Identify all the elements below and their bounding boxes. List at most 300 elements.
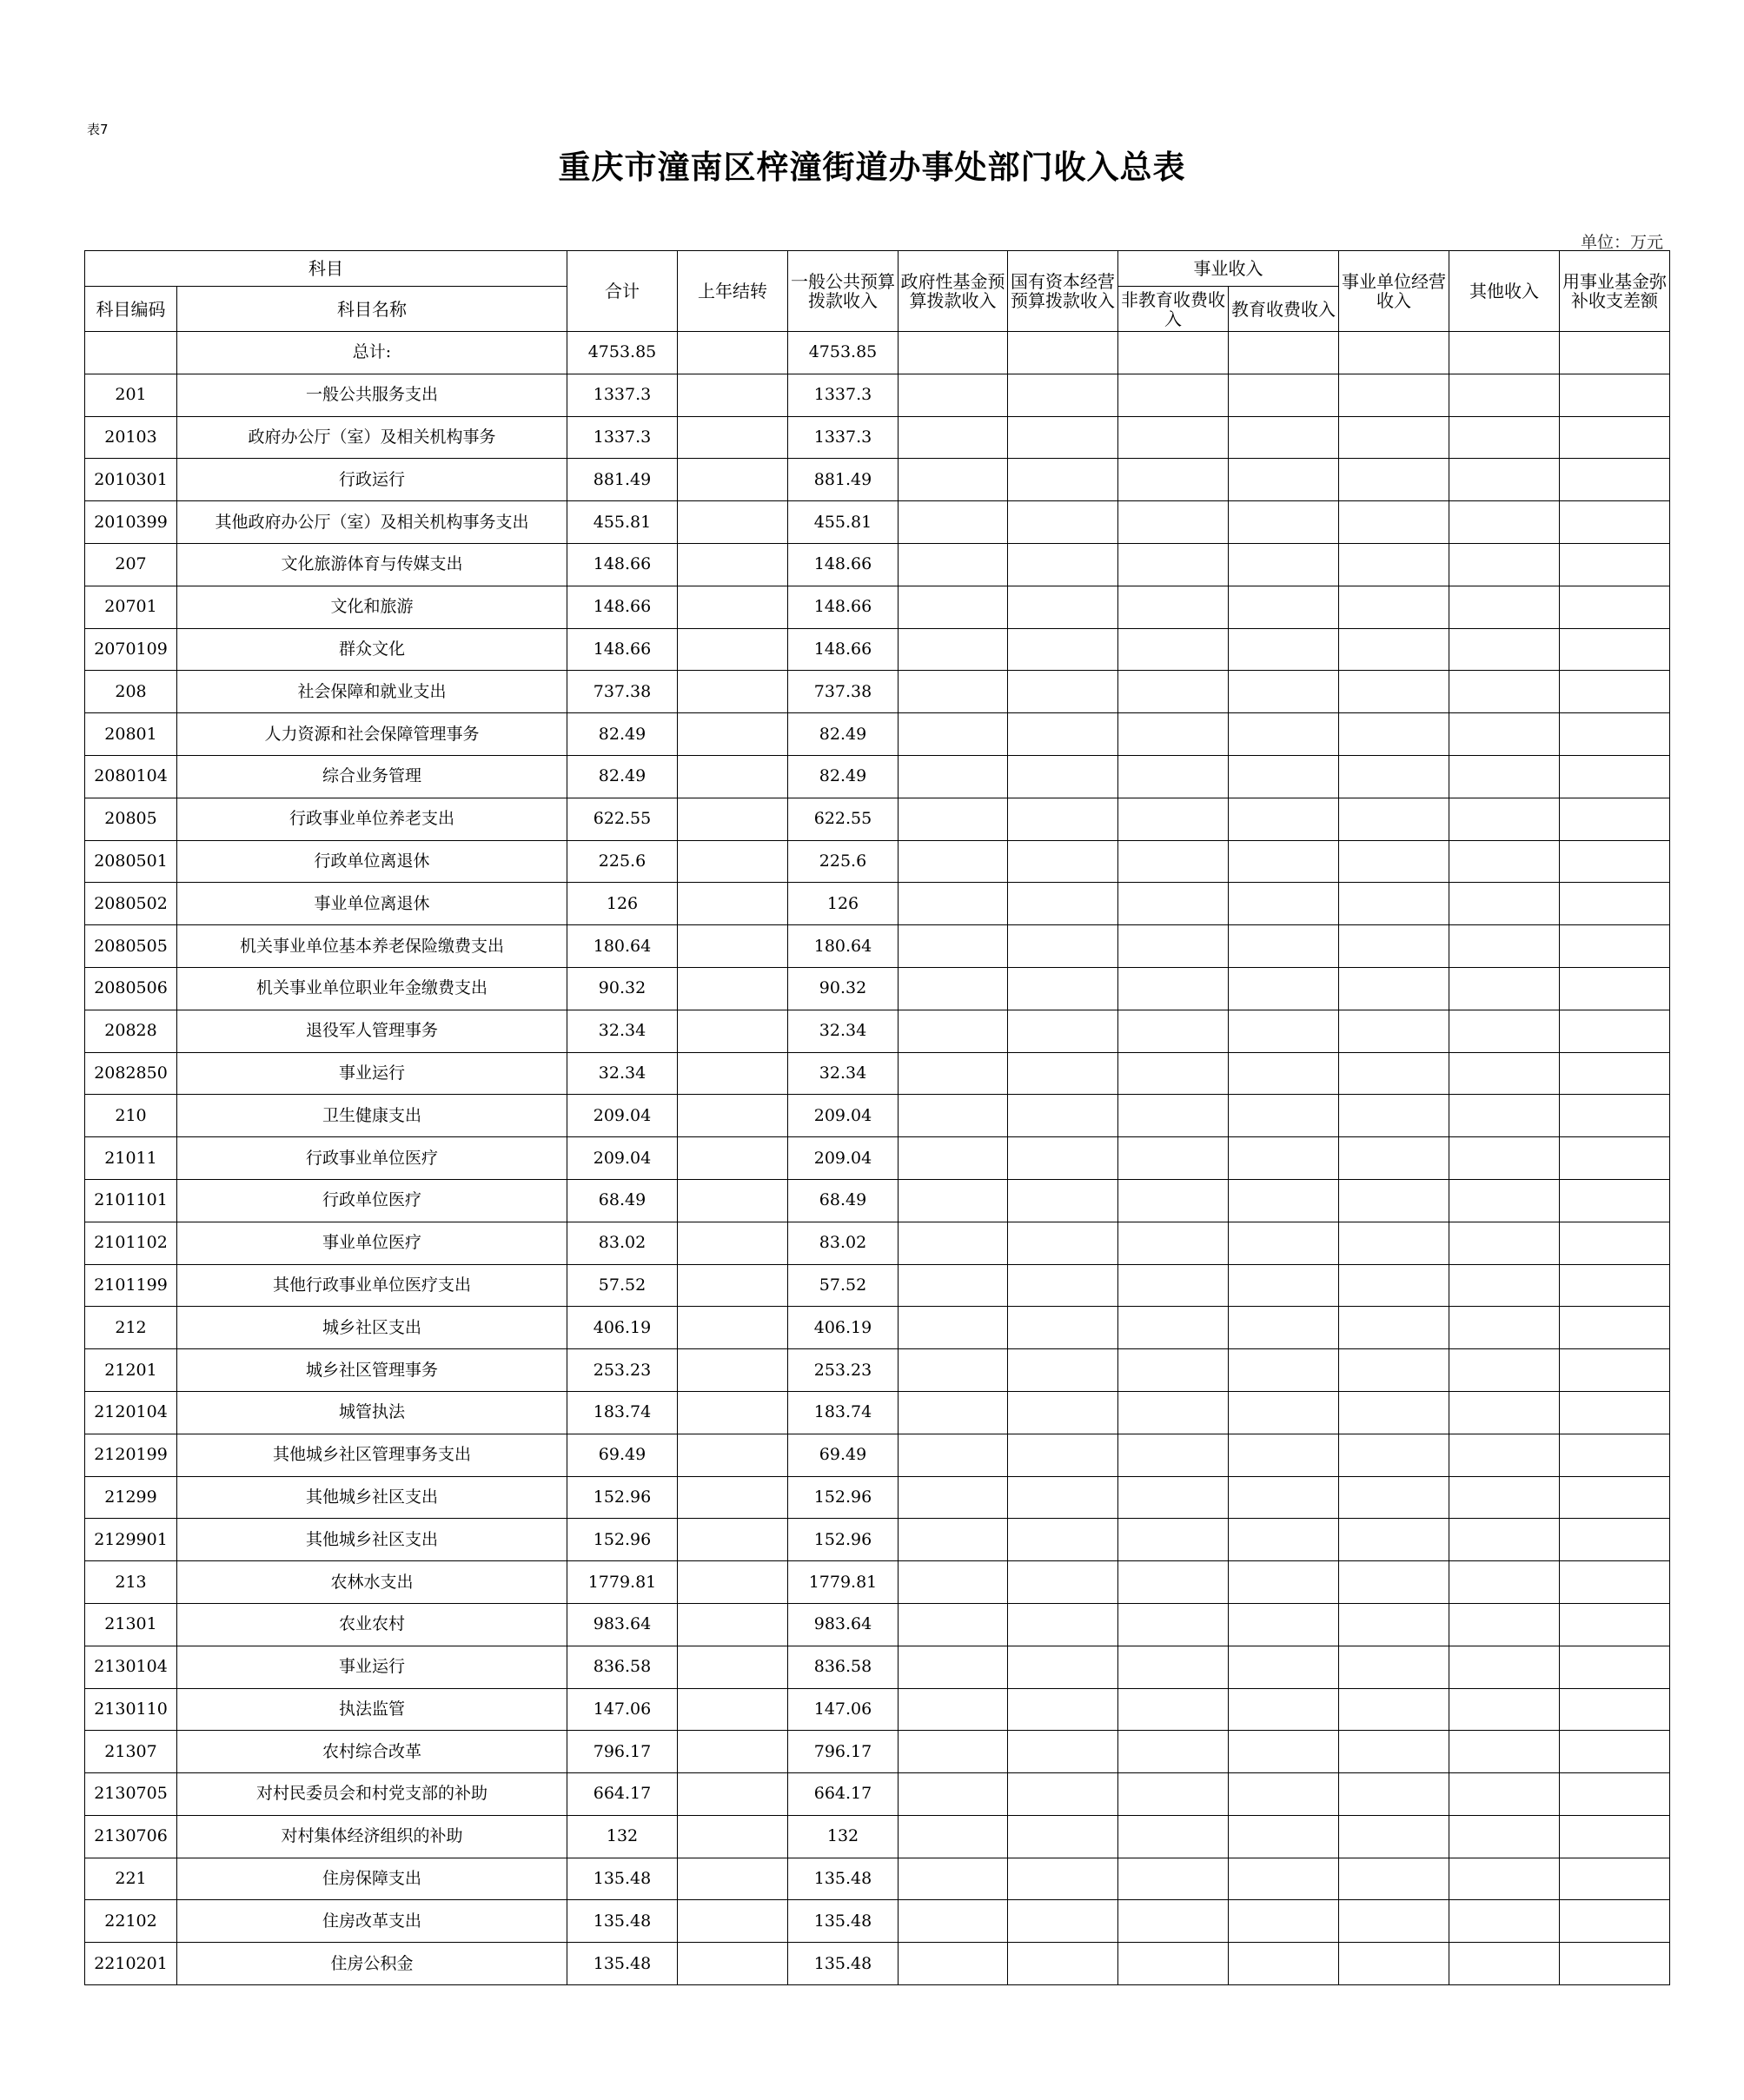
cell-state-capital: [1008, 1646, 1118, 1688]
cell-operating-income: [1339, 1603, 1449, 1646]
cell-total: 132: [567, 1815, 678, 1858]
cell-general-budget: 147.06: [788, 1688, 899, 1731]
cell-gov-fund: [899, 1561, 1008, 1604]
cell-state-capital: [1008, 1307, 1118, 1349]
cell-carryover: [678, 1900, 788, 1943]
cell-edu-fee: [1229, 501, 1339, 544]
cell-state-capital: [1008, 1179, 1118, 1222]
cell-fund-offset: [1560, 1391, 1670, 1434]
cell-edu-fee: [1229, 1391, 1339, 1434]
cell-gov-fund: [899, 1476, 1008, 1519]
cell-carryover: [678, 1519, 788, 1561]
cell-other-income: [1449, 1561, 1560, 1604]
cell-edu-fee: [1229, 1900, 1339, 1943]
table-row: [85, 1264, 1670, 1307]
table-row: [85, 543, 1670, 586]
cell-operating-income: [1339, 1476, 1449, 1519]
cell-general-budget: 68.49: [788, 1179, 899, 1222]
cell-non-edu-fee: [1118, 1476, 1229, 1519]
cell-gov-fund: [899, 1646, 1008, 1688]
cell-carryover: [678, 1858, 788, 1900]
cell-gov-fund: [899, 1773, 1008, 1816]
cell-operating-income: [1339, 501, 1449, 544]
cell-gov-fund: [899, 1137, 1008, 1180]
cell-edu-fee: [1229, 1349, 1339, 1392]
cell-other-income: [1449, 967, 1560, 1010]
cell-edu-fee: [1229, 1519, 1339, 1561]
cell-general-budget: 82.49: [788, 713, 899, 756]
cell-total: 253.23: [567, 1349, 678, 1392]
cell-state-capital: [1008, 1519, 1118, 1561]
cell-fund-offset: [1560, 1900, 1670, 1943]
cell-carryover: [678, 374, 788, 416]
table-row: [85, 925, 1670, 968]
cell-state-capital: [1008, 1561, 1118, 1604]
cell-subject-name: 其他政府办公厅（室）及相关机构事务支出: [177, 501, 567, 544]
cell-non-edu-fee: [1118, 840, 1229, 883]
cell-non-edu-fee: [1118, 1688, 1229, 1731]
table-row: [85, 1391, 1670, 1434]
cell-general-budget: 796.17: [788, 1731, 899, 1773]
cell-carryover: [678, 543, 788, 586]
table-row: [85, 1688, 1670, 1731]
cell-fund-offset: [1560, 671, 1670, 713]
cell-edu-fee: [1229, 1434, 1339, 1476]
header-carryover: 上年结转: [678, 251, 788, 332]
cell-edu-fee: [1229, 1943, 1339, 1985]
table-row: [85, 1307, 1670, 1349]
cell-non-edu-fee: [1118, 1010, 1229, 1052]
cell-general-budget: 126: [788, 883, 899, 925]
cell-total: 69.49: [567, 1434, 678, 1476]
cell-fund-offset: [1560, 1476, 1670, 1519]
cell-other-income: [1449, 1603, 1560, 1646]
cell-subject-name: 住房保障支出: [177, 1858, 567, 1900]
cell-subject-code: 2130706: [85, 1815, 177, 1858]
cell-subject-code: 2082850: [85, 1052, 177, 1095]
cell-other-income: [1449, 840, 1560, 883]
cell-total: 82.49: [567, 755, 678, 798]
cell-gov-fund: [899, 459, 1008, 501]
cell-general-budget: 148.66: [788, 628, 899, 671]
cell-non-edu-fee: [1118, 1731, 1229, 1773]
cell-operating-income: [1339, 543, 1449, 586]
cell-other-income: [1449, 332, 1560, 374]
header-non-edu-fee: 非教育收费收入: [1118, 287, 1229, 332]
cell-fund-offset: [1560, 1052, 1670, 1095]
header-gov-fund: 政府性基金预算拨款收入: [899, 251, 1008, 332]
cell-edu-fee: [1229, 543, 1339, 586]
cell-fund-offset: [1560, 628, 1670, 671]
table-row: [85, 416, 1670, 459]
cell-total: 796.17: [567, 1731, 678, 1773]
cell-total: 225.6: [567, 840, 678, 883]
cell-state-capital: [1008, 1052, 1118, 1095]
cell-subject-name: 其他城乡社区支出: [177, 1519, 567, 1561]
header-general-budget: 一般公共预算拨款收入: [788, 251, 899, 332]
cell-subject-name: 综合业务管理: [177, 755, 567, 798]
cell-fund-offset: [1560, 883, 1670, 925]
cell-edu-fee: [1229, 1264, 1339, 1307]
cell-general-budget: 209.04: [788, 1137, 899, 1180]
cell-carryover: [678, 967, 788, 1010]
cell-operating-income: [1339, 416, 1449, 459]
cell-gov-fund: [899, 1179, 1008, 1222]
cell-operating-income: [1339, 374, 1449, 416]
cell-gov-fund: [899, 1391, 1008, 1434]
cell-general-budget: 183.74: [788, 1391, 899, 1434]
cell-carryover: [678, 1222, 788, 1264]
cell-carryover: [678, 798, 788, 840]
cell-non-edu-fee: [1118, 1858, 1229, 1900]
cell-state-capital: [1008, 543, 1118, 586]
table-row: [85, 1179, 1670, 1222]
cell-non-edu-fee: [1118, 1179, 1229, 1222]
cell-subject-code: 210: [85, 1095, 177, 1137]
cell-gov-fund: [899, 671, 1008, 713]
cell-subject-code: 2129901: [85, 1519, 177, 1561]
cell-other-income: [1449, 1646, 1560, 1688]
cell-fund-offset: [1560, 543, 1670, 586]
cell-non-edu-fee: [1118, 798, 1229, 840]
header-other-income: 其他收入: [1449, 251, 1560, 332]
cell-subject-code: 20701: [85, 586, 177, 628]
cell-other-income: [1449, 1731, 1560, 1773]
cell-edu-fee: [1229, 374, 1339, 416]
cell-total: 664.17: [567, 1773, 678, 1816]
table-row: [85, 1095, 1670, 1137]
header-fund-offset: 用事业基金弥补收支差额: [1560, 251, 1670, 332]
cell-gov-fund: [899, 1688, 1008, 1731]
cell-total: 180.64: [567, 925, 678, 968]
cell-operating-income: [1339, 798, 1449, 840]
cell-general-budget: 69.49: [788, 1434, 899, 1476]
cell-total: 148.66: [567, 628, 678, 671]
cell-fund-offset: [1560, 1731, 1670, 1773]
cell-subject-name: 事业运行: [177, 1646, 567, 1688]
cell-state-capital: [1008, 374, 1118, 416]
cell-operating-income: [1339, 925, 1449, 968]
cell-general-budget: 1337.3: [788, 374, 899, 416]
cell-state-capital: [1008, 1815, 1118, 1858]
cell-subject-code: 21307: [85, 1731, 177, 1773]
cell-edu-fee: [1229, 755, 1339, 798]
table-row: [85, 501, 1670, 544]
cell-edu-fee: [1229, 1222, 1339, 1264]
table-label: 表7: [87, 122, 109, 137]
cell-subject-code: 2120104: [85, 1391, 177, 1434]
cell-general-budget: 225.6: [788, 840, 899, 883]
cell-fund-offset: [1560, 459, 1670, 501]
cell-subject-code: 2210201: [85, 1943, 177, 1985]
table-row: [85, 883, 1670, 925]
cell-non-edu-fee: [1118, 1773, 1229, 1816]
cell-subject-code: 2080506: [85, 967, 177, 1010]
cell-edu-fee: [1229, 332, 1339, 374]
cell-operating-income: [1339, 1943, 1449, 1985]
cell-general-budget: 148.66: [788, 543, 899, 586]
cell-operating-income: [1339, 1307, 1449, 1349]
cell-edu-fee: [1229, 671, 1339, 713]
cell-general-budget: 135.48: [788, 1943, 899, 1985]
cell-general-budget: 135.48: [788, 1900, 899, 1943]
header-edu-fee: 教育收费收入: [1229, 287, 1339, 332]
cell-operating-income: [1339, 1095, 1449, 1137]
cell-subject-code: 2101102: [85, 1222, 177, 1264]
cell-state-capital: [1008, 586, 1118, 628]
cell-state-capital: [1008, 1858, 1118, 1900]
cell-subject-name: 对村集体经济组织的补助: [177, 1815, 567, 1858]
cell-edu-fee: [1229, 883, 1339, 925]
cell-carryover: [678, 459, 788, 501]
cell-fund-offset: [1560, 713, 1670, 756]
cell-non-edu-fee: [1118, 1307, 1229, 1349]
cell-fund-offset: [1560, 1179, 1670, 1222]
table-row: [85, 1603, 1670, 1646]
cell-other-income: [1449, 1943, 1560, 1985]
cell-total: 126: [567, 883, 678, 925]
cell-state-capital: [1008, 501, 1118, 544]
cell-state-capital: [1008, 883, 1118, 925]
table-row: [85, 671, 1670, 713]
cell-non-edu-fee: [1118, 628, 1229, 671]
cell-gov-fund: [899, 1943, 1008, 1985]
cell-subject-name: 农林水支出: [177, 1561, 567, 1604]
cell-edu-fee: [1229, 1773, 1339, 1816]
cell-subject-name: 社会保障和就业支出: [177, 671, 567, 713]
cell-general-budget: 253.23: [788, 1349, 899, 1392]
cell-non-edu-fee: [1118, 1434, 1229, 1476]
cell-other-income: [1449, 1307, 1560, 1349]
cell-carryover: [678, 883, 788, 925]
cell-total: 135.48: [567, 1900, 678, 1943]
cell-general-budget: 881.49: [788, 459, 899, 501]
cell-general-budget: 83.02: [788, 1222, 899, 1264]
cell-general-budget: 1779.81: [788, 1561, 899, 1604]
cell-non-edu-fee: [1118, 1137, 1229, 1180]
table-row: [85, 374, 1670, 416]
cell-non-edu-fee: [1118, 1052, 1229, 1095]
cell-non-edu-fee: [1118, 416, 1229, 459]
cell-subject-name: 事业单位离退休: [177, 883, 567, 925]
cell-operating-income: [1339, 755, 1449, 798]
cell-state-capital: [1008, 416, 1118, 459]
table-row: [85, 1349, 1670, 1392]
cell-general-budget: 664.17: [788, 1773, 899, 1816]
cell-subject-name: 农业农村: [177, 1603, 567, 1646]
cell-general-budget: 32.34: [788, 1052, 899, 1095]
cell-operating-income: [1339, 1561, 1449, 1604]
cell-other-income: [1449, 1858, 1560, 1900]
header-operating-income: 事业单位经营收入: [1339, 251, 1449, 332]
cell-edu-fee: [1229, 925, 1339, 968]
cell-total: 209.04: [567, 1137, 678, 1180]
cell-other-income: [1449, 1264, 1560, 1307]
cell-carryover: [678, 1603, 788, 1646]
cell-subject-name: 行政运行: [177, 459, 567, 501]
cell-carryover: [678, 1773, 788, 1816]
cell-fund-offset: [1560, 332, 1670, 374]
cell-gov-fund: [899, 1010, 1008, 1052]
cell-subject-code: 2010301: [85, 459, 177, 501]
cell-subject-name: 一般公共服务支出: [177, 374, 567, 416]
cell-total: 32.34: [567, 1052, 678, 1095]
cell-other-income: [1449, 671, 1560, 713]
cell-subject-name: 文化旅游体育与传媒支出: [177, 543, 567, 586]
cell-other-income: [1449, 1688, 1560, 1731]
cell-state-capital: [1008, 1688, 1118, 1731]
cell-state-capital: [1008, 1434, 1118, 1476]
cell-gov-fund: [899, 1052, 1008, 1095]
cell-general-budget: 406.19: [788, 1307, 899, 1349]
cell-carryover: [678, 1391, 788, 1434]
table-row: [85, 1010, 1670, 1052]
cell-other-income: [1449, 1222, 1560, 1264]
cell-subject-code: 2080501: [85, 840, 177, 883]
cell-subject-code: 2130104: [85, 1646, 177, 1688]
cell-operating-income: [1339, 1010, 1449, 1052]
cell-state-capital: [1008, 925, 1118, 968]
cell-subject-name: 行政事业单位养老支出: [177, 798, 567, 840]
cell-operating-income: [1339, 1646, 1449, 1688]
cell-edu-fee: [1229, 1052, 1339, 1095]
cell-total: 135.48: [567, 1858, 678, 1900]
cell-non-edu-fee: [1118, 543, 1229, 586]
cell-state-capital: [1008, 1095, 1118, 1137]
table-row: [85, 798, 1670, 840]
cell-carryover: [678, 1815, 788, 1858]
cell-gov-fund: [899, 416, 1008, 459]
cell-gov-fund: [899, 501, 1008, 544]
cell-other-income: [1449, 1349, 1560, 1392]
cell-non-edu-fee: [1118, 1815, 1229, 1858]
cell-carryover: [678, 1476, 788, 1519]
cell-gov-fund: [899, 967, 1008, 1010]
cell-operating-income: [1339, 1264, 1449, 1307]
cell-operating-income: [1339, 1052, 1449, 1095]
cell-fund-offset: [1560, 1222, 1670, 1264]
cell-total: 148.66: [567, 543, 678, 586]
cell-other-income: [1449, 1179, 1560, 1222]
cell-gov-fund: [899, 1264, 1008, 1307]
cell-fund-offset: [1560, 1307, 1670, 1349]
cell-edu-fee: [1229, 1095, 1339, 1137]
cell-general-budget: 4753.85: [788, 332, 899, 374]
cell-state-capital: [1008, 459, 1118, 501]
cell-fund-offset: [1560, 1646, 1670, 1688]
cell-total: 836.58: [567, 1646, 678, 1688]
cell-subject-code: [85, 332, 177, 374]
cell-fund-offset: [1560, 1434, 1670, 1476]
cell-edu-fee: [1229, 459, 1339, 501]
page-title: 重庆市潼南区梓潼街道办事处部门收入总表: [558, 149, 1186, 186]
cell-total: 152.96: [567, 1519, 678, 1561]
cell-carryover: [678, 1052, 788, 1095]
cell-subject-code: 2130705: [85, 1773, 177, 1816]
table-row: [85, 840, 1670, 883]
cell-gov-fund: [899, 1349, 1008, 1392]
cell-other-income: [1449, 1815, 1560, 1858]
cell-operating-income: [1339, 459, 1449, 501]
cell-non-edu-fee: [1118, 755, 1229, 798]
cell-total: 152.96: [567, 1476, 678, 1519]
header-business-income: 事业收入: [1118, 251, 1339, 287]
cell-other-income: [1449, 1052, 1560, 1095]
cell-carryover: [678, 1943, 788, 1985]
cell-subject-name: 人力资源和社会保障管理事务: [177, 713, 567, 756]
table-row: [85, 1519, 1670, 1561]
cell-state-capital: [1008, 1222, 1118, 1264]
header-subject-code: 科目编码: [85, 287, 177, 332]
cell-gov-fund: [899, 543, 1008, 586]
cell-fund-offset: [1560, 1561, 1670, 1604]
cell-operating-income: [1339, 586, 1449, 628]
cell-subject-name: 农村综合改革: [177, 1731, 567, 1773]
cell-subject-code: 2080104: [85, 755, 177, 798]
cell-gov-fund: [899, 1095, 1008, 1137]
cell-subject-code: 21011: [85, 1137, 177, 1180]
cell-subject-code: 207: [85, 543, 177, 586]
cell-subject-name: 行政事业单位医疗: [177, 1137, 567, 1180]
cell-carryover: [678, 1137, 788, 1180]
cell-carryover: [678, 1646, 788, 1688]
cell-state-capital: [1008, 755, 1118, 798]
cell-fund-offset: [1560, 586, 1670, 628]
cell-operating-income: [1339, 1137, 1449, 1180]
cell-operating-income: [1339, 883, 1449, 925]
cell-state-capital: [1008, 798, 1118, 840]
cell-other-income: [1449, 925, 1560, 968]
cell-gov-fund: [899, 628, 1008, 671]
cell-fund-offset: [1560, 840, 1670, 883]
table-body: [85, 332, 1670, 1985]
cell-subject-name: 城乡社区管理事务: [177, 1349, 567, 1392]
cell-edu-fee: [1229, 1179, 1339, 1222]
cell-other-income: [1449, 628, 1560, 671]
cell-operating-income: [1339, 1179, 1449, 1222]
cell-operating-income: [1339, 1731, 1449, 1773]
cell-edu-fee: [1229, 1646, 1339, 1688]
cell-fund-offset: [1560, 1773, 1670, 1816]
cell-general-budget: 152.96: [788, 1519, 899, 1561]
table-row: [85, 1052, 1670, 1095]
cell-subject-code: 20828: [85, 1010, 177, 1052]
cell-carryover: [678, 1264, 788, 1307]
cell-other-income: [1449, 416, 1560, 459]
cell-state-capital: [1008, 671, 1118, 713]
cell-total: 82.49: [567, 713, 678, 756]
cell-operating-income: [1339, 628, 1449, 671]
cell-general-budget: 622.55: [788, 798, 899, 840]
cell-edu-fee: [1229, 1815, 1339, 1858]
header-subject: 科目: [85, 251, 567, 287]
cell-operating-income: [1339, 332, 1449, 374]
table-row: [85, 332, 1670, 374]
cell-general-budget: 135.48: [788, 1858, 899, 1900]
cell-fund-offset: [1560, 374, 1670, 416]
cell-general-budget: 82.49: [788, 755, 899, 798]
cell-non-edu-fee: [1118, 1095, 1229, 1137]
cell-fund-offset: [1560, 798, 1670, 840]
cell-gov-fund: [899, 1603, 1008, 1646]
table-row: [85, 1900, 1670, 1943]
cell-other-income: [1449, 1137, 1560, 1180]
cell-edu-fee: [1229, 1688, 1339, 1731]
cell-gov-fund: [899, 1815, 1008, 1858]
cell-state-capital: [1008, 840, 1118, 883]
cell-other-income: [1449, 1773, 1560, 1816]
cell-fund-offset: [1560, 925, 1670, 968]
